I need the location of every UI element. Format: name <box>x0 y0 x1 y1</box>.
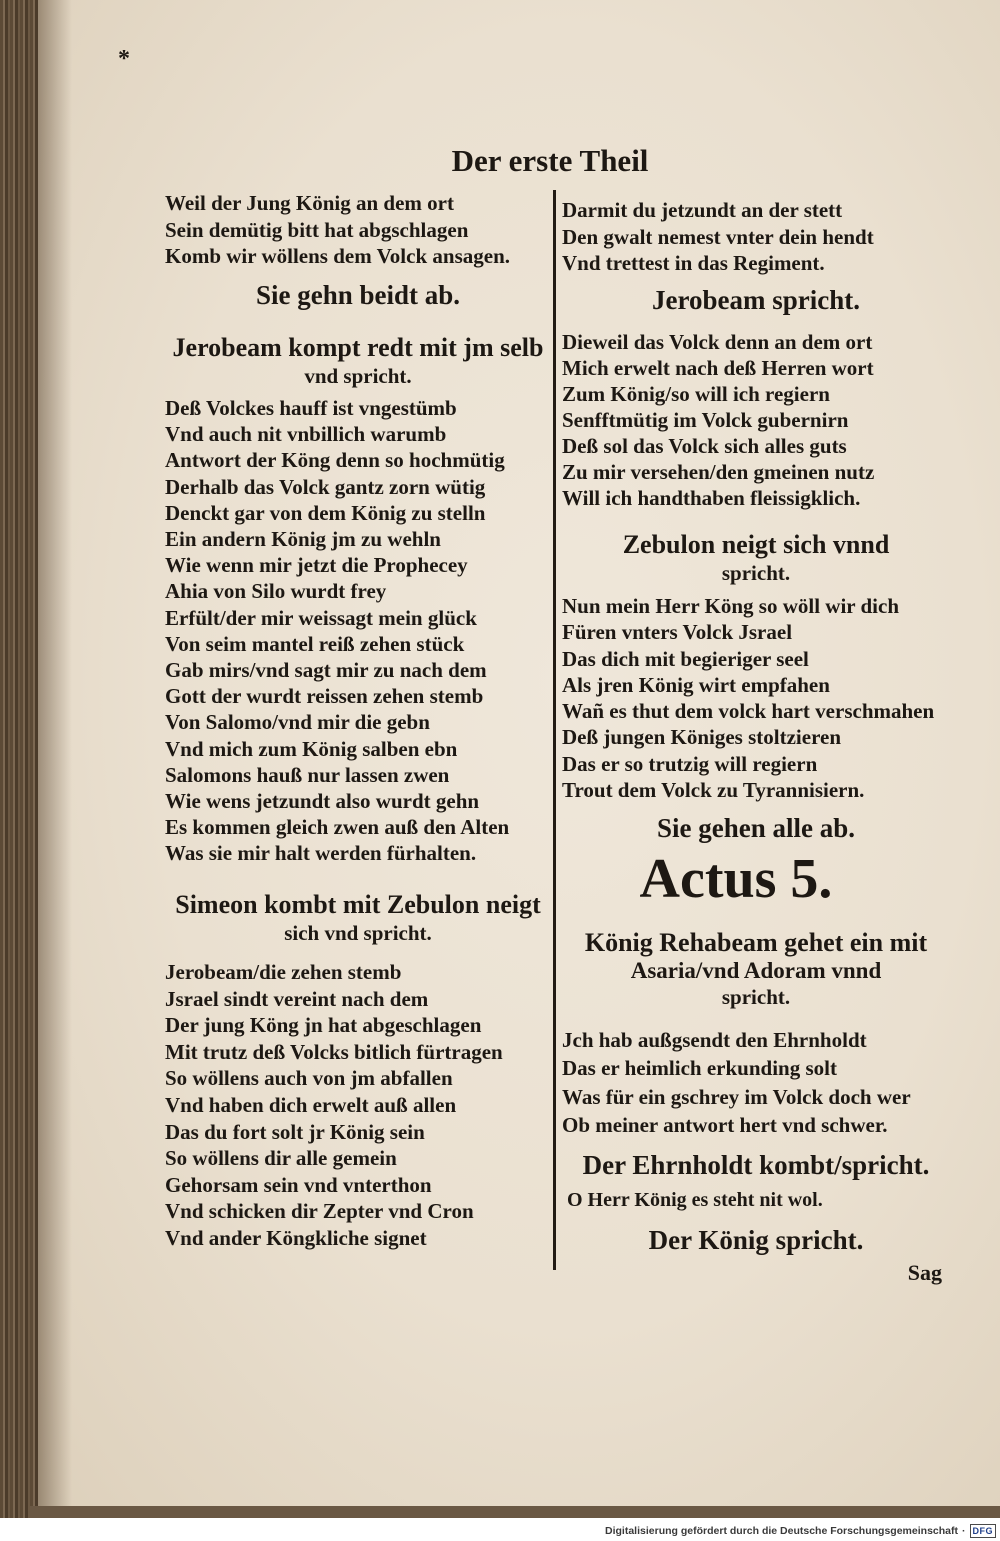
footer-separator: · <box>962 1525 966 1537</box>
right-column <box>562 0 950 1300</box>
stage-direction-line: Jerobeam kompt redt mit jm selb <box>172 333 544 362</box>
verse-line: Denckt gar von dem König zu stelln <box>165 500 486 525</box>
verse-line: Ob meiner antwort hert vnd schwer. <box>562 1112 888 1137</box>
verse-line: Was für ein gschrey im Volck doch wer <box>562 1084 911 1109</box>
verse-line: Dieweil das Volck denn an dem ort <box>562 330 873 354</box>
verse-line: Vnd ander Köngkliche signet <box>165 1225 427 1250</box>
verse-line: Wie wenn mir jetzt die Prophecey <box>165 553 468 578</box>
verse-line: Will ich handthaben fleissigklich. <box>562 486 861 510</box>
signature-mark: * <box>118 46 130 72</box>
digitization-credit: Digitalisierung gefördert durch die Deutsche Forschungsgemeinschaft <box>605 1525 958 1537</box>
stage-direction <box>165 278 551 312</box>
verse-block <box>562 329 950 511</box>
verse-line: Trout dem Volck zu Tyrannisiern. <box>562 778 865 803</box>
verse-line: Deß jungen Königes stoltzieren <box>562 725 842 750</box>
stage-direction-line: vnd spricht. <box>304 364 412 388</box>
verse-line: Zu mir versehen/den gmeinen nutz <box>562 460 875 484</box>
verse-line: Gehorsam sein vnd vnterthon <box>165 1172 432 1197</box>
verse-line: Weil der Jung König an dem ort <box>165 191 454 215</box>
verse-line: Vnd trettest in das Regiment. <box>562 251 825 275</box>
verse-line: So wöllens dir alle gemein <box>165 1146 397 1171</box>
verse-line: Sein demütig bitt hat abgschlagen <box>165 217 469 242</box>
stage-direction <box>165 890 551 946</box>
verse-line: Deß Volckes hauff ist vngestümb <box>165 396 457 420</box>
stage-direction <box>165 333 551 389</box>
verse-line: Vnd mich zum König salben ebn <box>165 736 458 761</box>
verse-line: Vnd schicken dir Zepter vnd Cron <box>165 1199 474 1224</box>
verse-block <box>562 593 950 803</box>
verse-line: Jch hab außgsendt den Ehrnholdt <box>562 1028 867 1052</box>
verse-block <box>562 1026 950 1139</box>
stage-direction-line: sich vnd spricht. <box>284 921 432 945</box>
verse-line: Vnd auch nit vnbillich warumb <box>165 422 447 447</box>
verse-line: Füren vnters Volck Jsrael <box>562 620 793 645</box>
verse-line: Deß sol das Volck sich alles guts <box>562 434 847 458</box>
stage-direction-line: Jerobeam spricht. <box>652 285 860 315</box>
verse-line: So wöllens auch von jm abfallen <box>165 1066 453 1091</box>
verse-line: Vnd haben dich erwelt auß allen <box>165 1092 457 1117</box>
dfg-logo: DFG <box>970 1524 997 1538</box>
verse-line: Derhalb das Volck gantz zorn wütig <box>165 474 486 499</box>
verse-block <box>165 959 551 1252</box>
left-column <box>165 0 551 1300</box>
stage-direction-line: Zebulon neigt sich vnnd <box>622 530 890 559</box>
stage-direction <box>562 928 950 1010</box>
stage-direction <box>562 1223 950 1257</box>
verse-line: Als jren König wirt empfahen <box>562 672 830 697</box>
verse-line: Das er so trutzig will regiern <box>562 751 818 776</box>
verse-line: Ein andern König jm zu wehln <box>165 527 441 552</box>
verse-block <box>165 395 551 867</box>
verse-line: Der jung Köng jn hat abgeschlagen <box>165 1013 482 1038</box>
stage-direction-line: spricht. <box>721 985 791 1009</box>
verse-line: Ahia von Silo wurdt frey <box>165 579 387 604</box>
book-bottom-edge <box>30 1506 1000 1518</box>
stage-direction-line: Sie gehn beidt ab. <box>255 280 461 310</box>
verse-block <box>562 197 950 277</box>
stage-direction <box>562 1148 950 1182</box>
verse-line: Erfült/der mir weissagt mein glück <box>165 605 477 630</box>
verse-line: Jsrael sindt vereint nach dem <box>165 986 429 1011</box>
stage-direction-line: König Rehabeam gehet ein mit <box>584 928 928 957</box>
verse-line: Antwort der Köng denn so hochmütig <box>165 448 505 473</box>
stage-direction <box>562 530 950 586</box>
verse-line: Den gwalt nemest vnter dein hendt <box>562 224 874 249</box>
verse-line: Salomons hauß nur lassen zwen <box>165 762 450 787</box>
act-heading: Actus 5. <box>639 848 833 910</box>
stage-direction <box>562 283 950 317</box>
verse-line: Senfftmütig im Volck gubernirn <box>562 408 849 432</box>
stage-direction-line: Der Ehrnholdt kombt/spricht. <box>582 1150 930 1180</box>
stage-direction <box>562 811 950 845</box>
verse-line: Nun mein Herr Köng so wöll wir dich <box>562 594 899 618</box>
stage-direction-line: Simeon kombt mit Zebulon neigt <box>175 890 541 919</box>
verse-line: Das du fort solt jr König sein <box>165 1119 425 1144</box>
stage-direction-line: Sie gehen alle ab. <box>656 813 855 843</box>
column-rule <box>553 190 556 1270</box>
verse-line: Das er heimlich erkunding solt <box>562 1056 837 1081</box>
verse-line: Von Salomo/vnd mir die gebn <box>165 710 430 735</box>
verse-line: Das dich mit begieriger seel <box>562 646 809 671</box>
verse-line: Darmit du jetzundt an der stett <box>562 198 843 222</box>
verse-line: Wañ es thut dem volck hart verschmahen <box>562 699 935 724</box>
verse-line: Von seim mantel reiß zehen stück <box>165 631 465 656</box>
catchword: Sag <box>907 1260 942 1285</box>
verse-line: Zum König/so will ich regiern <box>562 382 830 406</box>
digitization-footer <box>605 1522 996 1540</box>
verse-line: Gab mirs/vnd sagt mir zu nach dem <box>165 658 487 683</box>
verse-line: Mit trutz deß Volcks bitlich fürtragen <box>165 1039 503 1064</box>
running-head: Der erste Theil <box>451 143 649 178</box>
stage-direction-line: Asaria/vnd Adoram vnnd <box>630 958 882 983</box>
verse-line: Mich erwelt nach deß Herren wort <box>562 356 874 380</box>
verse-line: Jerobeam/die zehen stemb <box>165 960 402 984</box>
verse-line: Wie wens jetzundt also wurdt gehn <box>165 789 480 814</box>
verse-line: Es kommen gleich zwen auß den Alten <box>165 815 510 840</box>
verse-line: Komb wir wöllens dem Volck ansagen. <box>165 244 510 268</box>
verse-line: Was sie mir halt werden fürhalten. <box>165 841 477 866</box>
verse-line: O Herr König es steht nit wol. <box>567 1189 823 1211</box>
stage-direction-line: spricht. <box>721 561 791 585</box>
verse-line: Gott der wurdt reissen zehen stemb <box>165 684 484 709</box>
stage-direction-line: Der König spricht. <box>648 1225 864 1255</box>
verse-block <box>165 190 551 270</box>
